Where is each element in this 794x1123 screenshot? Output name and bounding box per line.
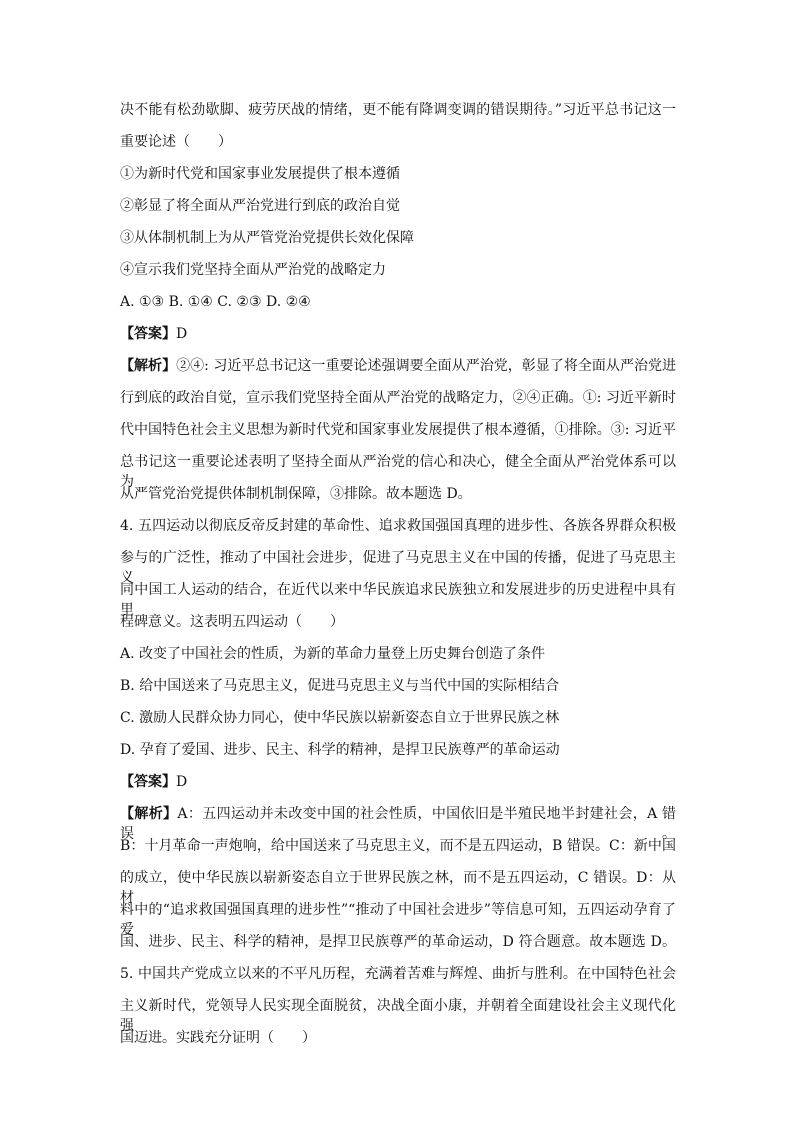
q3-answer [120, 324, 187, 344]
q3-analysis-line-5: 从严管党治党提供体制机制保障，③排除。故本题选 D。 [120, 486, 472, 502]
q4-analysis-line-5: 国、进步、民主、科学的精神，是捍卫民族尊严的革命运动，D 符合题意。故本题选 D。 [120, 934, 676, 950]
q3-choices: A. ①③ B. ①④ C. ②③ D. ②④ [120, 294, 311, 310]
q4-stem-line-1: 4. 五四运动以彻底反帝反封建的革命性、追求救国强国真理的进步性、各族各界群众积极 [120, 518, 676, 534]
q4-analysis-line-3: 的成立，使中华民族以崭新姿态自立于世界民族之林，而不是五四运动，C 错误。D：从材 [120, 870, 676, 906]
q4-option-a: A. 改变了中国社会的性质，为新的革命力量登上历史舞台创造了条件 [120, 646, 546, 662]
q3-analysis-text-1: ②④: 习近平总书记这一重要论述强调要全面从严治党，彰显了将全面从严治党进 [176, 358, 677, 374]
q4-stem-line-3: 同中国工人运动的结合，在近代以来中华民族追求民族独立和发展进步的历史进程中具有里 [120, 582, 676, 618]
q3-answer-value: D [176, 326, 188, 342]
q4-answer [120, 772, 187, 792]
q4-analysis-line-4: 料中的“追求救国强国真理的进步性”“推动了中国社会进步”等信息可知，五四运动孕育了爱 [120, 902, 676, 938]
q4-answer-label: 【答案】 [120, 774, 176, 790]
q4-option-d: D. 孕育了爱国、进步、民主、科学的精神，是捍卫民族尊严的革命运动 [120, 742, 560, 758]
q3-option-1: ①为新时代党和国家事业发展提供了根本遵循 [120, 166, 400, 182]
q5-stem-line-3: 国迈进。实践充分证明（ ） [120, 1030, 316, 1046]
q4-option-c: C. 激励人民群众协力同心，使中华民族以崭新姿态自立于世界民族之林 [120, 710, 560, 726]
q4-option-b: B. 给中国送来了马克思主义，促进马克思主义与当代中国的实际相结合 [120, 678, 560, 694]
q3-stem-line-2: 重要论述（ ） [120, 134, 232, 150]
q4-analysis-label: 【解析】 [120, 806, 178, 822]
q3-option-2: ②彰显了将全面从严治党进行到底的政治自觉 [120, 198, 400, 214]
q4-analysis-line-2: B：十月革命一声炮响，给中国送来了马克思主义，而不是五四运动，B 错误。C：新中国 [120, 838, 676, 854]
q3-option-3: ③从体制机制上为从严管党治党提供长效化保障 [120, 230, 414, 246]
q4-answer-value: D [176, 774, 188, 790]
q4-stem-line-2: 参与的广泛性，推动了中国社会进步，促进了马克思主义在中国的传播，促进了马克思主义 [120, 550, 676, 586]
q3-analysis-line-2: 行到底的政治自觉，宣示我们党坚持全面从严治党的战略定力，②④正确。①: 习近平新时 [120, 390, 676, 406]
q5-stem-line-2: 主义新时代，党领导人民实现全面脱贫，决战全面小康，并朝着全面建设社会主义现代化强 [120, 998, 676, 1034]
q3-analysis-line-4: 总书记这一重要论述表明了坚持全面从严治党的信心和决心，健全全面从严治党体系可以为 [120, 454, 676, 490]
q3-analysis-line-1 [120, 356, 676, 376]
q3-analysis-label: 【解析】 [120, 358, 177, 374]
q3-answer-label: 【答案】 [120, 326, 176, 342]
q4-analysis-text-1: A：五四运动并未改变中国的社会性质，中国依旧是半殖民地半封建社会，A 错误。 [120, 806, 677, 842]
q3-analysis-line-3: 代中国特色社会主义思想为新时代党和国家事业发展提供了根本遵循，①排除。③: 习近平 [120, 422, 676, 438]
q3-stem-line-1: 决不能有松劲歇脚、疲劳厌战的情绪，更不能有降调变调的错误期待。”习近平总书记这一 [120, 102, 676, 118]
q4-stem-line-4: 程碑意义。这表明五四运动（ ） [120, 614, 344, 630]
q5-stem-line-1: 5. 中国共产党成立以来的不平凡历程，充满着苦难与辉煌、曲折与胜利。在中国特色社会 [120, 966, 676, 982]
q3-option-4: ④宣示我们党坚持全面从严治党的战略定力 [120, 262, 386, 278]
